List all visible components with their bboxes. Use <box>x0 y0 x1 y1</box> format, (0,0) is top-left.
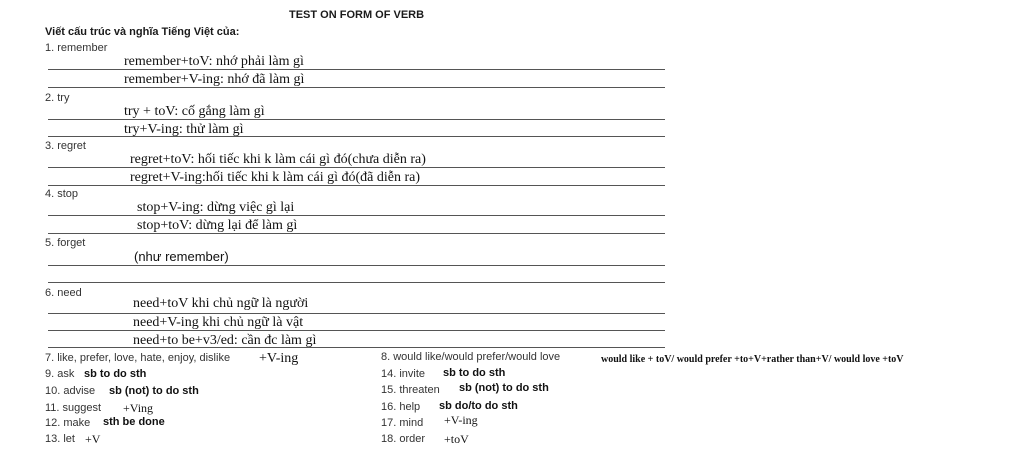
answer-line <box>48 330 665 331</box>
answer-remember-2: remember+V-ing: nhớ đã làm gì <box>124 72 305 87</box>
page-title: TEST ON FORM OF VERB <box>289 9 425 21</box>
item-label-7: 7. like, prefer, love, hate, enjoy, dislike <box>45 352 231 364</box>
item-label-11: 11. suggest <box>45 402 102 414</box>
item-answer-15: sb (not) to do sth <box>459 382 549 394</box>
answer-line <box>48 69 665 70</box>
answer-stop-1: stop+V-ing: dừng việc gì lại <box>137 200 295 215</box>
item-answer-13: +V <box>85 432 101 446</box>
answer-regret-1: regret+toV: hối tiếc khi k làm cái gì đó(chưa diễn ra) <box>130 152 426 167</box>
item-answer-7: +V-ing <box>259 351 299 366</box>
answer-line <box>48 185 665 186</box>
item-answer-16: sb do/to do sth <box>439 400 518 412</box>
item-label-14: 14. invite <box>381 368 426 380</box>
verb-label-forget: 5. forget <box>45 237 86 249</box>
item-label-9: 9. ask <box>45 368 75 380</box>
verb-label-stop: 4. stop <box>45 188 79 200</box>
item-label-17: 17. mind <box>381 417 424 429</box>
item-label-16: 16. help <box>381 401 421 413</box>
instruction-text: Viết cấu trúc và nghĩa Tiếng Việt của: <box>45 26 240 38</box>
item-label-12: 12. make <box>45 417 91 429</box>
item-answer-11: +Ving <box>123 401 154 415</box>
answer-forget-1: (như remember) <box>134 249 229 264</box>
answer-stop-2: stop+toV: dừng lại để làm gì <box>137 218 298 233</box>
verb-label-need: 6. need <box>45 287 82 299</box>
answer-line <box>48 167 665 168</box>
item-answer-14: sb to do sth <box>443 367 506 379</box>
answer-line <box>48 313 665 314</box>
answer-line <box>48 119 665 120</box>
item-label-8: 8. would like/would prefer/would love <box>381 351 561 363</box>
verb-label-remember: 1. remember <box>45 42 108 54</box>
item-answer-18: +toV <box>444 432 469 446</box>
answer-regret-2: regret+V-ing:hối tiếc khi k làm cái gì đó(đã diễn ra) <box>130 170 421 185</box>
answer-need-2: need+V-ing khi chủ ngữ là vật <box>133 315 304 330</box>
answer-line <box>48 265 665 266</box>
item-label-13: 13. let <box>45 433 75 445</box>
item-label-10: 10. advise <box>45 385 96 397</box>
verb-label-regret: 3. regret <box>45 140 86 152</box>
item-answer-9: sb to do sth <box>84 368 147 380</box>
item-answer-8: would like + toV/ would prefer +to+V+rather than+V/ would love +toV <box>601 354 904 365</box>
verb-label-try: 2. try <box>45 92 70 104</box>
item-label-18: 18. order <box>381 433 426 445</box>
item-answer-10: sb (not) to do sth <box>109 385 199 397</box>
answer-line <box>48 282 665 283</box>
item-label-15: 15. threaten <box>381 384 440 396</box>
answer-try-2: try+V-ing: thử làm gì <box>124 122 244 137</box>
answer-line <box>48 136 665 137</box>
answer-line <box>48 87 665 88</box>
item-answer-17: +V-ing <box>444 413 478 427</box>
answer-line <box>48 215 665 216</box>
answer-line <box>48 347 665 348</box>
answer-try-1: try + toV: cố gắng làm gì <box>124 104 265 119</box>
answer-need-3: need+to be+v3/ed: cần đc làm gì <box>133 333 317 348</box>
answer-remember-1: remember+toV: nhớ phải làm gì <box>124 54 304 69</box>
answer-line <box>48 233 665 234</box>
answer-need-1: need+toV khi chủ ngữ là người <box>133 296 309 311</box>
item-answer-12: sth be done <box>103 416 165 428</box>
